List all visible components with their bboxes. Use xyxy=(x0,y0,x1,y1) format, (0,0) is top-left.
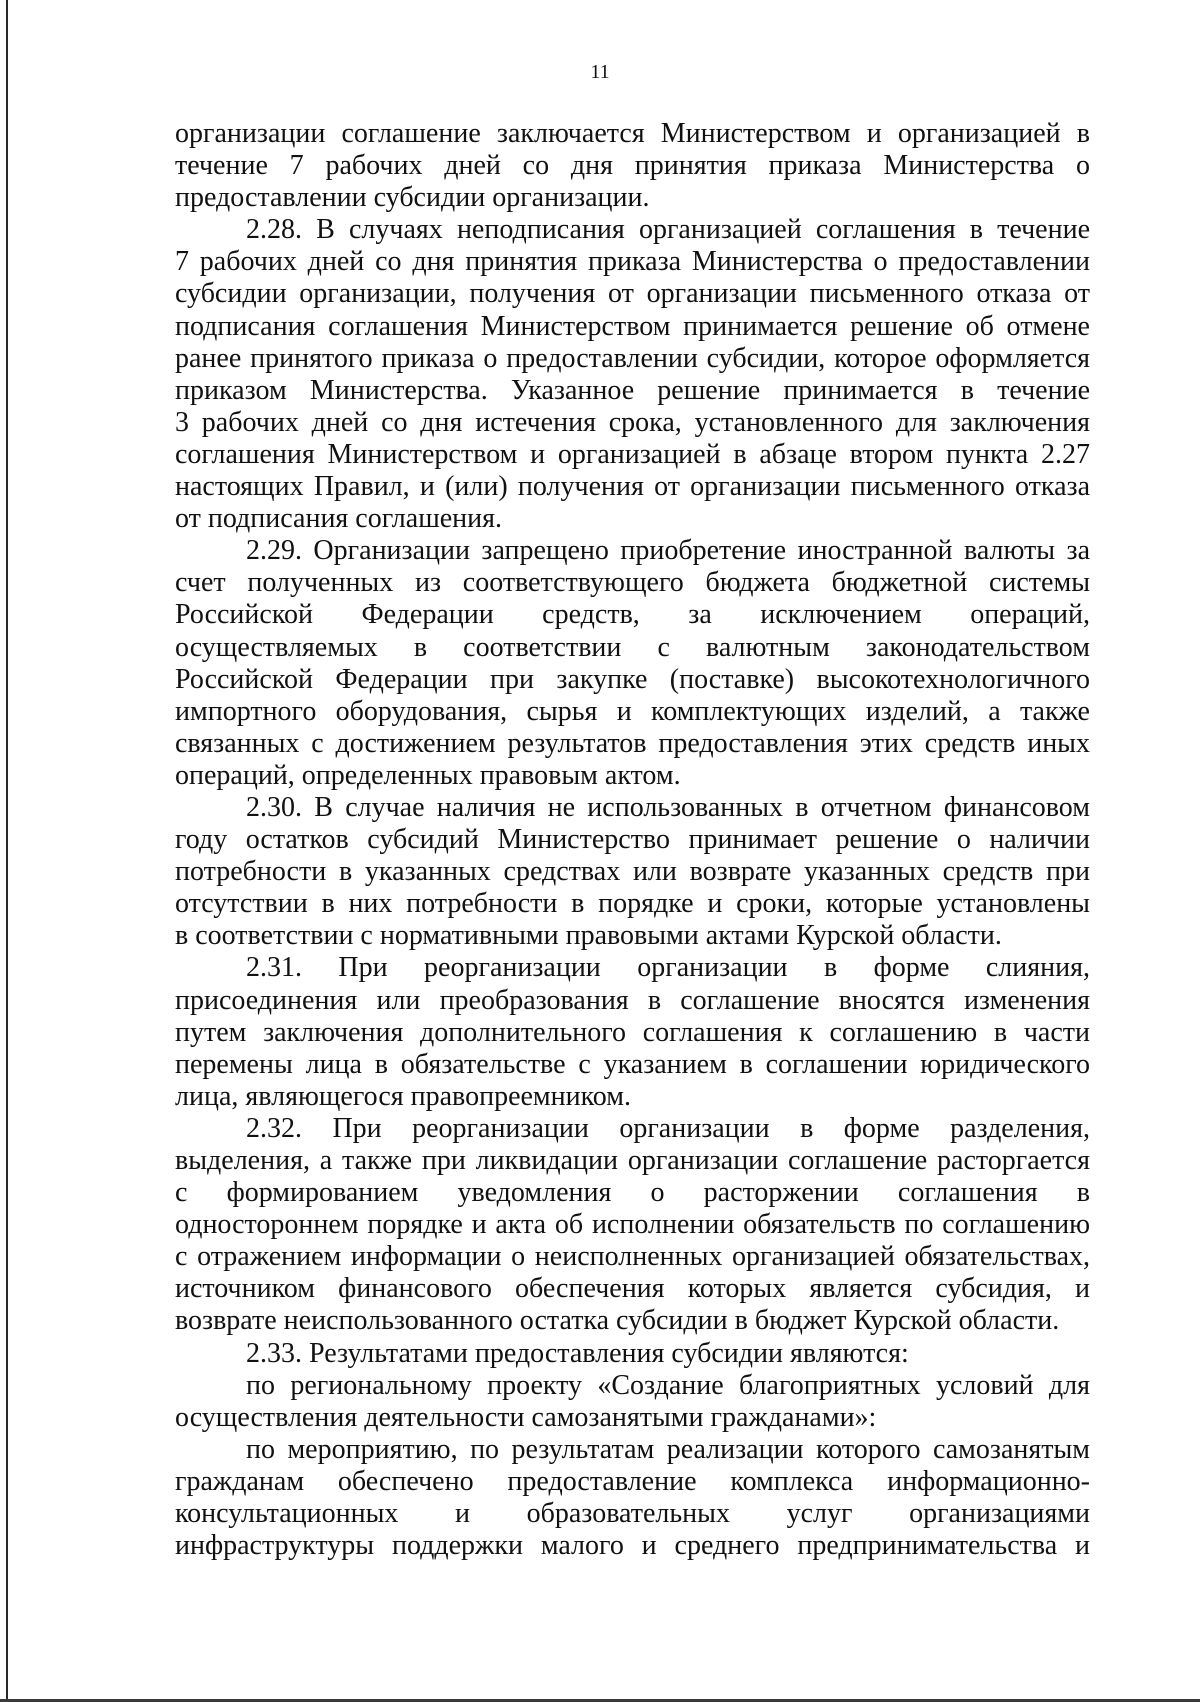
text-line: в соответствии с нормативными правовыми актами Курской области. xyxy=(175,920,1002,952)
text-line: счет полученных из соответствующего бюджета бюджетной системы xyxy=(175,567,1090,599)
text-line: субсидии организации, получения от организации письменного отказа от xyxy=(175,278,1090,310)
text-line: 2.28. В случаях неподписания организацией соглашения в течение xyxy=(246,214,1090,246)
paragraph xyxy=(175,1434,1090,1562)
text-line: источником финансового обеспечения которых является субсидия, и xyxy=(175,1273,1090,1305)
text-line: гражданам обеспечено предоставление комплекса информационно- xyxy=(175,1465,1090,1497)
text-line: путем заключения дополнительного соглашения к соглашению в части xyxy=(175,1016,1090,1048)
text-line: потребности в указанных средствах или возврате указанных средств при xyxy=(175,856,1090,888)
text-line: возврате неиспользованного остатка субсидии в бюджет Курской области. xyxy=(175,1305,1060,1337)
paragraph xyxy=(175,792,1090,952)
text-line: осуществления деятельности самозанятыми гражданами»: xyxy=(175,1401,877,1433)
text-line: по региональному проекту «Создание благоприятных условий для xyxy=(246,1369,1090,1401)
text-line: с формированием уведомления о расторжении соглашения в xyxy=(175,1177,1090,1209)
paragraph xyxy=(175,1113,1090,1338)
text-line: связанных с достижением результатов предоставления этих средств иных xyxy=(175,727,1090,759)
text-line: 2.30. В случае наличия не использованных в отчетном финансовом xyxy=(246,791,1090,823)
text-line: импортного оборудования, сырья и комплектующих изделий, а также xyxy=(175,695,1090,727)
text-line: 2.32. При реорганизации организации в форме разделения, xyxy=(246,1112,1090,1144)
text-line: с отражением информации о неисполненных организацией обязательствах, xyxy=(175,1241,1090,1273)
text-line: от подписания соглашения. xyxy=(175,503,503,535)
text-line: инфраструктуры поддержки малого и среднего предпринимательства и xyxy=(175,1530,1090,1562)
paragraph xyxy=(175,535,1090,792)
text-line: осуществляемых в соответствии с валютным законодательством xyxy=(175,631,1090,663)
paragraph xyxy=(175,214,1090,535)
text-line: выделения, а также при ликвидации организации соглашение расторгается xyxy=(175,1145,1090,1176)
paragraph xyxy=(175,952,1090,1112)
text-line: Российской Федерации средств, за исключением операций, xyxy=(175,599,1090,631)
text-line: по мероприятию, по результатам реализации которого самозанятым xyxy=(246,1433,1090,1465)
text-line: присоединения или преобразования в соглашение вносятся изменения xyxy=(175,984,1090,1016)
text-line: соглашения Министерством и организацией в абзаце втором пункта 2.27 xyxy=(175,438,1090,470)
text-line: подписания соглашения Министерством принимается решение об отмене xyxy=(175,310,1090,342)
text-line: течение 7 рабочих дней со дня принятия приказа Министерства о xyxy=(175,150,1090,182)
text-line: организации соглашение заключается Министерством и организацией в xyxy=(175,118,1090,149)
paragraph xyxy=(175,1338,1090,1370)
text-line: операций, определенных правовым актом. xyxy=(175,759,681,791)
page-number: 11 xyxy=(590,61,610,83)
text-line: перемены лица в обязательстве с указанием в соглашении юридического xyxy=(175,1048,1090,1080)
text-line: 7 рабочих дней со дня принятия приказа Министерства о предоставлении xyxy=(175,246,1090,278)
text-line: приказом Министерства. Указанное решение принимается в течение xyxy=(175,374,1090,406)
paragraph xyxy=(175,1370,1090,1434)
text-line: году остатков субсидий Министерство принимает решение о наличии xyxy=(175,824,1090,856)
text-line: 3 рабочих дней со дня истечения срока, установленного для заключения xyxy=(175,406,1090,438)
text-line: отсутствии в них потребности в порядке и сроки, которые установлены xyxy=(175,888,1090,920)
text-line: Российской Федерации при закупке (поставке) высокотехнологичного xyxy=(175,663,1090,695)
document-body xyxy=(175,118,1090,1562)
text-line: 2.29. Организации запрещено приобретение иностранной валюты за xyxy=(246,535,1090,567)
text-line: 2.31. При реорганизации организации в форме слияния, xyxy=(246,952,1090,984)
text-line: настоящих Правил, и (или) получения от организации письменного отказа xyxy=(175,471,1090,503)
text-line: ранее принятого приказа о предоставлении субсидии, которое оформляется xyxy=(175,342,1090,374)
scan-edge-left xyxy=(6,0,8,1702)
text-line: одностороннем порядке и акта об исполнении обязательств по соглашению xyxy=(175,1209,1090,1241)
text-line: предоставлении субсидии организации. xyxy=(175,182,650,214)
text-line: консультационных и образовательных услуг организациями xyxy=(175,1498,1090,1530)
paragraph xyxy=(175,118,1090,214)
text-line: 2.33. Результатами предоставления субсидии являются: xyxy=(246,1337,909,1369)
text-line: лица, являющегося правопреемником. xyxy=(175,1080,631,1112)
